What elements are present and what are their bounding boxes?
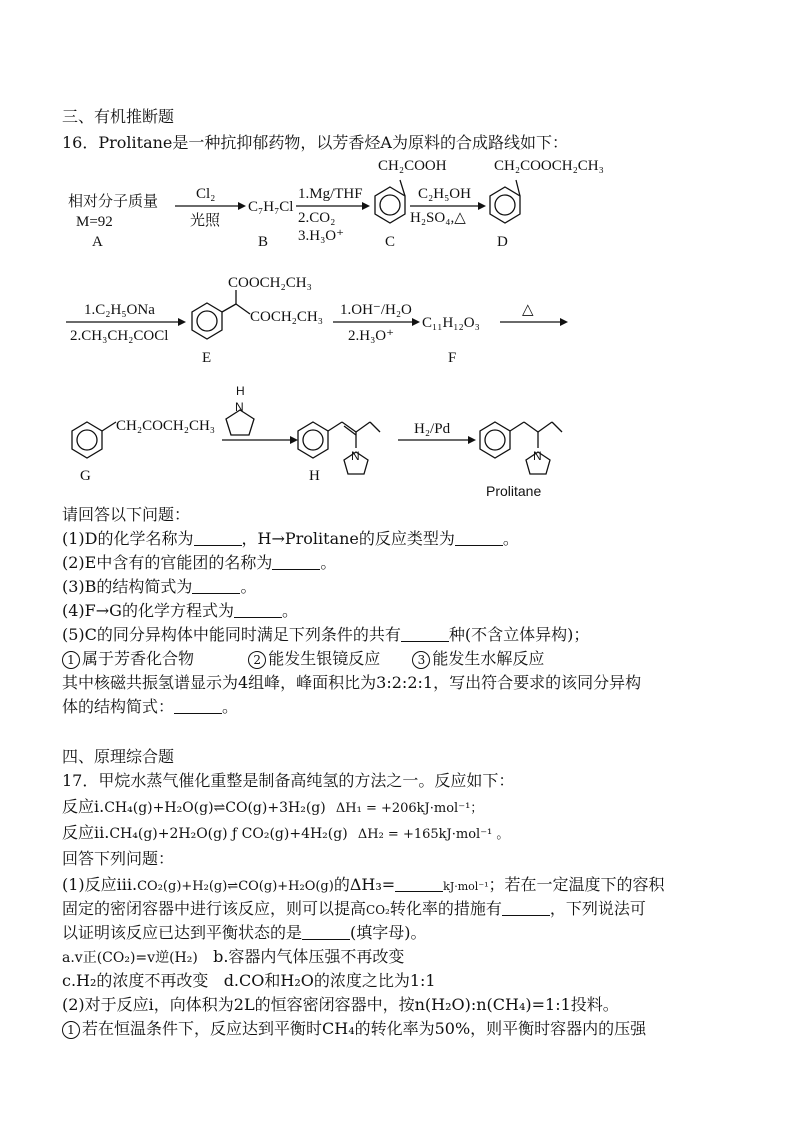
reagent-4-bottom: 2.CH₃CH₂COCl xyxy=(70,328,169,344)
reagent-2-l3: 3.H₃O⁺ xyxy=(298,228,345,244)
prolitane-n: N xyxy=(533,449,542,463)
circled-number: 1 xyxy=(62,1021,80,1039)
benzene-ring-e xyxy=(192,290,250,339)
question-1 xyxy=(62,528,519,550)
reagent-5-top: 1.OH⁻/H₂O xyxy=(340,302,412,318)
p1l2-text-b: 转化率的措施有 xyxy=(389,899,502,918)
prompt: 请回答以下问题： xyxy=(62,505,191,524)
pyrrolidine-n: N xyxy=(235,400,244,414)
substituent-c: CH₂COOH xyxy=(378,158,447,174)
question-2 xyxy=(62,552,336,574)
benzene-ring-g xyxy=(72,422,116,458)
circled-number: 2 xyxy=(248,651,266,669)
benzene-ring-h xyxy=(298,422,380,474)
q3-text-b: 。 xyxy=(240,577,257,596)
p1-equation: CO₂(g)+H₂(g)⇌CO(g)+H₂O(g) xyxy=(137,879,334,894)
section-title: 三、有机推断题 xyxy=(62,107,175,126)
answer-blank xyxy=(395,875,443,892)
label-c: C xyxy=(385,234,396,250)
p1-text-a: (1)反应iii. xyxy=(62,875,138,894)
part-1-line-1 xyxy=(62,874,665,898)
q2-text-b: 。 xyxy=(320,553,337,572)
answer-blank xyxy=(174,697,222,714)
reagent-light: 光照 xyxy=(190,213,221,229)
arrow-1-head xyxy=(238,202,246,210)
q5-text-b: 种(不含立体异构)； xyxy=(448,625,590,644)
options-ab xyxy=(62,946,404,969)
part-1-line-3 xyxy=(62,922,427,944)
condition-3: 能发生水解反应 xyxy=(432,649,545,668)
p1l3-text-b: (填字母)。 xyxy=(350,923,427,942)
substituent-d: CH₂COOCH₂CH₃ xyxy=(494,158,604,174)
q4-text-b: 。 xyxy=(281,601,298,620)
answer-blank xyxy=(234,601,282,618)
section-title: 四、原理综合题 xyxy=(62,747,175,766)
r2-enthalpy: ΔH₂ = +165kJ·mol⁻¹ 。 xyxy=(357,827,510,842)
arrow-8-head xyxy=(468,436,476,444)
q5-text-a: (5)C的同分异构体中能同时满足下列条件的共有 xyxy=(62,625,401,644)
arrow-6-head xyxy=(560,318,568,326)
circled-number: 1 xyxy=(62,651,80,669)
r2-equation: CH₄(g)+2H₂O(g) ƒ CO₂(g)+4H₂(g) xyxy=(109,826,348,842)
reagent-h2so4: H₂SO₄,△ xyxy=(410,210,466,226)
structure-line xyxy=(62,696,238,718)
benzene-ring-c xyxy=(375,180,405,223)
label-h: H xyxy=(309,468,320,484)
answer-blank xyxy=(302,923,350,940)
part-1-line-2 xyxy=(62,898,646,921)
arrow-5-head xyxy=(412,318,420,326)
answer-blank xyxy=(401,625,449,642)
reagent-h2pd: H₂/Pd xyxy=(414,421,451,437)
part-2-1 xyxy=(62,1018,646,1040)
label-f: F xyxy=(448,350,457,366)
question-4 xyxy=(62,600,298,622)
options-cd xyxy=(62,970,436,992)
reagent-2-l1: 1.Mg/THF xyxy=(298,186,363,202)
p1-text-b: 的ΔH₃= xyxy=(333,875,396,894)
answer-prompt: 回答下列问题： xyxy=(62,849,175,868)
reagent-cl2: Cl₂ xyxy=(196,186,216,202)
q1-text-b: ，H→Prolitane的反应类型为 xyxy=(241,529,455,548)
p1l2-text-c: ，下列说法可 xyxy=(549,899,646,918)
arrow-7-head xyxy=(290,436,298,444)
q4-text-a: (4)F→G的化学方程式为 xyxy=(62,601,234,620)
option-b: b.容器内气体压强不再改变 xyxy=(213,947,405,966)
q3-text-a: (3)B的结构简式为 xyxy=(62,577,193,596)
circled-number: 3 xyxy=(412,651,430,669)
option-a: a.v正(CO₂)=v逆(H₂) xyxy=(62,950,198,966)
benzene-ring-prolitane xyxy=(480,422,562,474)
conditions xyxy=(62,648,544,670)
substituent-e-2: COCH₂CH₃ xyxy=(250,309,323,325)
answer-blank xyxy=(192,577,240,594)
label-prolitane: Prolitane xyxy=(486,483,542,499)
p1l3-text-a: 以证明该反应已达到平衡状态的是 xyxy=(62,923,303,942)
part-2: (2)对于反应i，向体积为2L的恒容密闭容器中，按n(H₂O):n(CH₄)=1:1投料。 xyxy=(62,995,619,1014)
q1-text-a: (1)D的化学名称为 xyxy=(62,529,194,548)
formula-b: C₇H₇Cl xyxy=(248,199,294,215)
answer-blank xyxy=(502,899,550,916)
reagent-2-l2: 2.CO₂ xyxy=(298,210,336,226)
r1-enthalpy: ΔH₁ = +206kJ·mol⁻¹； xyxy=(335,801,484,816)
pyrrolidine-h: H xyxy=(236,384,245,398)
reagent-etoh: C₂H₅OH xyxy=(418,186,471,202)
option-d: d.CO和H₂O的浓度之比为1:1 xyxy=(223,971,436,990)
substituent-e-1: COOCH₂CH₃ xyxy=(228,275,312,291)
arrow-3-head xyxy=(478,202,486,210)
benzene-ring-d xyxy=(490,180,520,223)
part-2-1-text: 若在恒温条件下，反应达到平衡时CH₄的转化率为50%，则平衡时容器内的压强 xyxy=(82,1019,647,1038)
substituent-g: CH₂COCH₂CH₃ xyxy=(116,418,216,434)
arrow-2-head xyxy=(362,202,370,210)
reaction-2 xyxy=(62,822,509,846)
p1l2-text-a: 固定的密闭容器中进行该反应，则可以提高 xyxy=(62,899,367,918)
reagent-4-top: 1.C₂H₅ONa xyxy=(84,302,155,318)
p1-text-c: ；若在一定温度下的容积 xyxy=(488,875,665,894)
reaction-1 xyxy=(62,796,483,820)
label-a-text: 相对分子质量 xyxy=(68,194,159,210)
r1-equation: CH₄(g)+H₂O(g)⇌CO(g)+3H₂(g) xyxy=(104,800,326,816)
answer-blank xyxy=(455,529,503,546)
condition-1: 属于芳香化合物 xyxy=(82,649,195,668)
question-stem: 17．甲烷水蒸气催化重整是制备高纯氢的方法之一。反应如下： xyxy=(62,771,515,790)
q1-text-c: 。 xyxy=(502,529,519,548)
question-stem: 16．Prolitane是一种抗抑郁药物，以芳香烃A为原料的合成路线如下： xyxy=(62,133,568,152)
p1-unit: kJ·mol⁻¹ xyxy=(443,880,489,893)
question-5 xyxy=(62,624,589,646)
option-c: c.H₂的浓度不再改变 xyxy=(62,971,209,990)
label-e: E xyxy=(202,350,212,366)
l7-text-a: 体的结构简式： xyxy=(62,697,175,716)
condition-2: 能发生银镜反应 xyxy=(268,649,381,668)
p1l2-co2: CO₂ xyxy=(366,903,390,917)
answer-blank xyxy=(194,529,242,546)
label-g: G xyxy=(80,468,91,484)
label-b: B xyxy=(258,234,269,250)
r1-label: 反应i. xyxy=(62,797,105,816)
label-a-mass: M=92 xyxy=(76,214,113,230)
q2-text-a: (2)E中含有的官能团的名称为 xyxy=(62,553,273,572)
nmr-line: 其中核磁共振氢谱显示为4组峰，峰面积比为3:2:2:1，写出符合要求的该同分异构 xyxy=(62,673,642,692)
question-3 xyxy=(62,576,256,598)
label-d: D xyxy=(497,234,508,250)
reagent-heat: △ xyxy=(522,302,534,318)
formula-f: C₁₁H₁₂O₃ xyxy=(422,315,480,331)
h-n: N xyxy=(351,449,360,463)
reagent-5-bottom: 2.H₃O⁺ xyxy=(348,328,395,344)
label-a: A xyxy=(92,234,103,250)
arrow-4-head xyxy=(178,318,186,326)
l7-text-b: 。 xyxy=(222,697,239,716)
r2-label: 反应ii. xyxy=(62,823,110,842)
answer-blank xyxy=(272,553,320,570)
